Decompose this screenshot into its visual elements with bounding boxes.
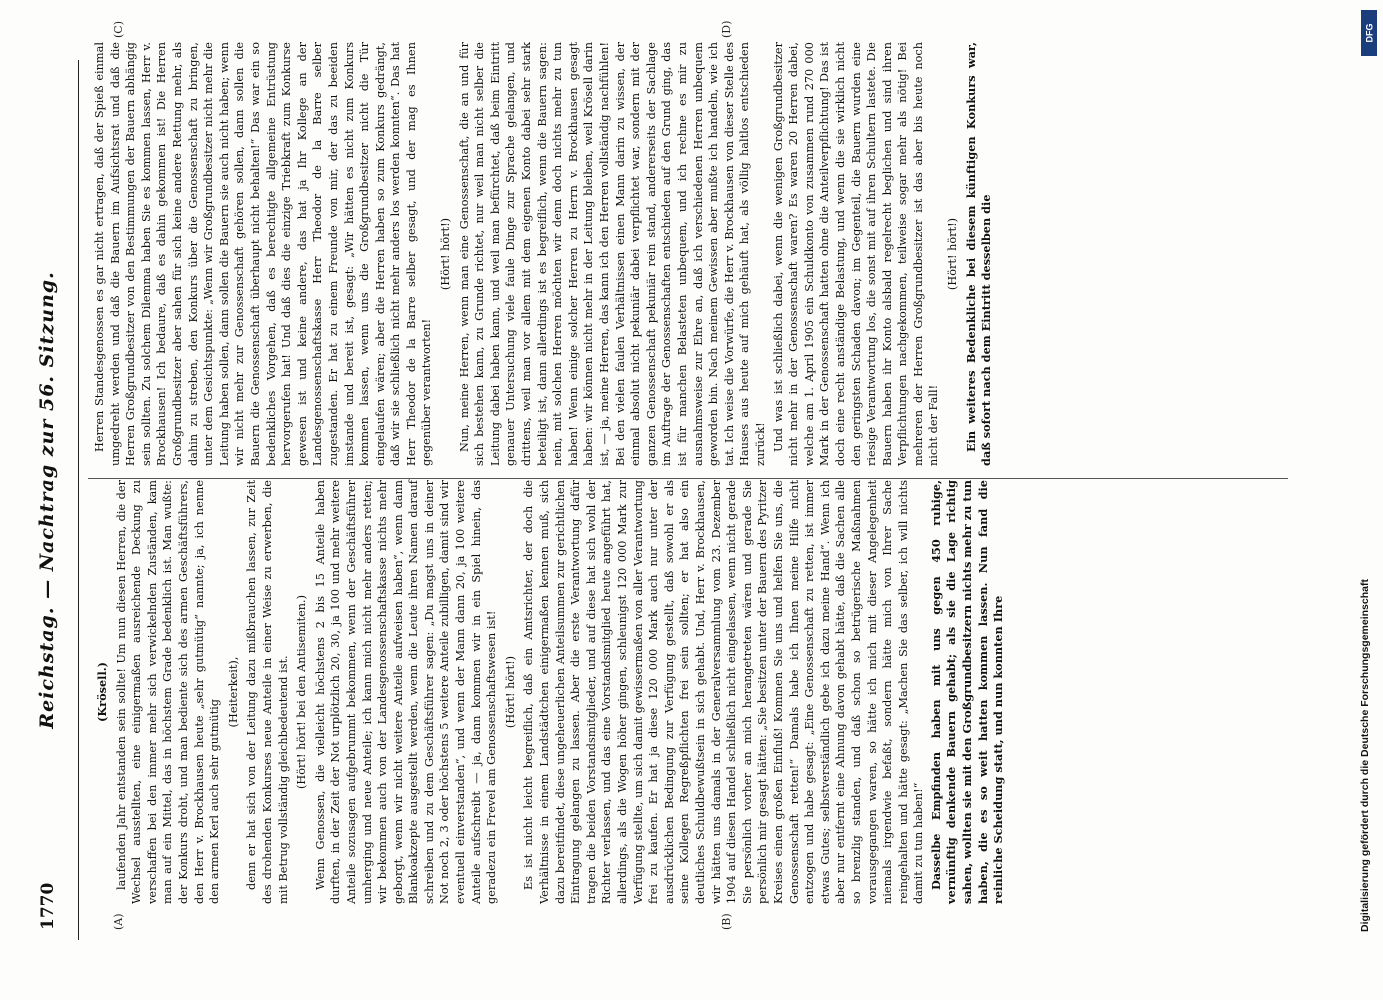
interjection: (Hört! hört!) [503,655,517,729]
margin-marker-a: (A) [112,913,125,930]
paragraph: Es ist nicht leicht begreiflich, daß ein Amtsrichter, der doch die Verhältnisse in einem Landstädtchen einigermaßen kennen muß, sich dazu bereitfindet, diese ungeheuerlichen Anteilsummen zur gerichtlichen Eintragung gelangen zu lassen. Aber die erste Verantwortung dafür tragen die beiden Vorstandsmitglieder, und auf diese hat sich wohl der Richter verlassen, und das eine Vorstandsmitglied heute angeführt hat, allerdings, als die Wogen höher gingen, schleunigst 120 000 Mark zur Verfügung stellte, um sich damit gewissermaßen von aller Verantwortung frei zu kaufen. Er hat ja diese 120 000 Mark auch nur unter der ausdrücklichen Bedingung zur Verfügung gestellt, daß sowohl er als seine Kollegen Regreßpflichten frei sein sollten; er hat also ein deutliches Schuldbewußtsein in sich gehabt. Und, Herr v. Brockhausen, wir hätten uns damals in der Generalversammlung vom 23. Dezember 1904 auf diesen Handel schließlich nicht eingelassen, wenn nicht gerade Sie persönlich vorher an mich herangetreten wären und gerade Sie persönlich mir gesagt hätten: „Sie besitzen unter der Bauern des Pyritzer Kreises einen großen Einfluß! Kommen Sie uns und helfen Sie uns, die Genossenschaft retten!“ Damals habe ich Ihnen meine Hilfe nicht entzogen und habe gesagt: „Eine Genossenschaft zu retten, ist immer etwas Gutes; selbstverständlich gebe ich dazu meine Hand“. Wenn ich aber nur entfernt eine Ahnung davon gehabt hätte, daß die Sachen alle so brenzlig standen, und daß schon so betrügerische Maßnahmen vorausgegangen waren, so hätte ich mich mit dieser Angelegenheit niemals irgendwie befaßt, sondern hätte mich von Ihrer Sache reingehalten und hätte gesagt: „Machen Sie das selber, ich will nichts damit zu tun haben!“ [522,480,926,904]
interjection: (Hört! hört!) [439,217,453,291]
paragraph-emphasis: Ein weiteres Bedenkliche bei diesem künftigen Konkurs war, daß sofort nach dem Eintritt desselben die [963,42,994,466]
digitization-sidebar [1359,8,1377,992]
paragraph: Nun, meine Herren, wenn man eine Genossenschaft, die an und für sich bestehen kann, zu Grunde richtet, nur weil man nicht selber die Leitung dabei haben kann, und weil man befürchtet, daß beim Eintritt genauer Untersuchung viele faule Dinge zur Sprache gelangen, und drittens, weil man vor allem mit dem eigenen Konto dabei sehr stark beteiligt ist, dann allerdings ist es begreiflich, wenn die Bauern sagen: nein, mit solchen Herren möchten wir denn doch nichts mehr zu tun haben! Wenn einige solcher Herren zu Herrn v. Brockhausen gesagt haben: wir können nicht mehr in der Leitung bleiben, weil Krösell darin ist, — ja, meine Herren, das kann ich den Herren vollständig nachfühlen! Bei den vielen faulen Verhältnissen einen Mann darin zu wissen, der einmal absolut nicht pekuniär dabei verpflichtet war, sondern mit der ganzen Genossenschaft pekuniär rein stand, andererseits der Sachlage im Auftrage der Genossenschaften entschieden auf den Grund ging, das ist für manchen Belasteten unbequem, und ich rechne es mir zu ausnahmsweise zur Ehre an, daß ich verschiedenen Herren unbequem geworden bin. Nach meinem Gewissen aber mußte ich handeln, wie ich tat. Ich weise die Vorwürfe, die Herr v. Brockhausen von dieser Stelle des Hauses aus heute auf mich gehäuft hat, als völlig haltlos entschieden zurück! [457,42,767,466]
paragraph: laufenden Jahr entstanden sein sollte! Um nun diesen Herren, die der Wechsel ausstellten, eine einigermaßen ausreichende Deckung zu verschaffen bei den immer mehr sich verwickelnden Zuständen, kam man auf ein Mittel, das in höchstem Grade bedenklich ist. Man wußte: der Konkurs droht, und man bediente sich des armen Geschäftsführers, den Herr v. Brockhausen heute „sehr gutmütig“ nannte; ja, ich nenne den armen Kerl auch sehr gutmütig [114,480,222,904]
interjection: (Hört! hört! bei den Antisemiten.) [295,594,309,790]
left-text-column [92,480,1009,904]
interjection: (Heiterkeit), [226,656,240,728]
speaker-label: (Krösell.) [95,661,109,723]
page-number: 1770 [38,882,58,930]
digitization-note: Digitalisierung gefördert durch die Deutsche Forschungsgemeinschaft [1359,579,1371,932]
interjection: (Hört! hört!) [946,217,960,291]
margin-marker-d: (D) [720,20,733,38]
right-text-column [92,42,997,466]
paragraph: Und was ist schließlich dabei, wenn die wenigen Großgrundbesitzer nicht mehr in der Genossenschaft waren? Es waren 20 Herren dabei, welche am 1. April 1905 ein Schuldkonto von zusammen rund 270 000 Mark in der Genossenschaft hatten ohne die Anteilverpflichtung! Das ist doch eine recht anständige Belastung, und wenn die sie wirklich nicht den geringsten Schaden davon; im Gegenteil, die Bauern wurden eine riesige Verantwortung los, die sonst mit auf ihren Schultern lastete. Die Bauern haben ihr Konto alsbald regelrecht beglichen und sind ihren Verpflichtungen nachgekommen, teilweise sogar mehr als nötig! Bei mehreren der Herren Großgrundbesitzer ist das aber bis heute noch nicht der Fall! [771,42,941,466]
margin-marker-c: (C) [112,21,125,38]
column-divider [88,478,1288,479]
header-rule [78,60,79,940]
paragraph-emphasis: Dasselbe Empfinden haben mit uns gegen 450 ruhige, vernünftig denkende Bauern gehabt; als sie die Lage richtig sahen, wollten sie mit den Großgrundbesitzern nichts mehr zu tun haben, die es so weit hatten kommen lassen. Nun fand die reinliche Scheidung statt, und nun konnten Ihre [928,480,1006,904]
paragraph: Herren Standesgenossen es gar nicht ertragen, daß der Spieß einmal umgedreht werden und daß die Bauern im Aufsichtsrat und daß die Herren Großgrundbesitzer von den Bestimmungen der Bauern abhängig sein sollten. Zu solchem Dilemma haben Sie es kommen lassen, Herr v. Brockhausen! Ich bedaure, daß es dahin gekommen ist! Die Herren Großgrundbesitzer aber sahen für sich keine andere Rettung mehr, als dahin zu streben, den Konkurs über die Genossenschaft zu bringen, unter dem Gesichtspunkte: „Wenn wir Großgrundbesitzer nicht mehr die Leitung haben sollen, dann sollen die Bauern sie auch nicht haben; wenn wir nicht mehr zur Genossenschaft gehören sollen, dann sollen die Bauern die Genossenschaft überhaupt nicht behalten!“ Das war ein so bedenkliches Vorgehen, daß es berechtigte allgemeine Entrüstung hervorgerufen hat! Und daß dies die einzige Triebkraft zum Konkurse gewesen ist und keine andere, das hat ja Ihr Kollege an der Landesgenossenschaftskasse Herr Theodor de la Barre selber zugestanden. Er hat zu einem Freunde von mir, der das zu beeiden imstande und bereit ist, gesagt: „Wir hätten es nicht zum Konkurs kommen lassen, wenn uns die Großgrundbesitzer nicht die Tür eingelaufen wären; aber die Herren haben so zum Konkurs gedrängt, daß wir sie schließlich nicht mehr anders los werden konnten“. Das hat Herr Theodor de la Barre selber gesagt, und der mag es Ihnen gegenüber verantworten! [93,42,434,466]
dfg-logo-text: DFG [1364,23,1374,43]
margin-marker-b: (B) [720,913,733,930]
running-title: Reichstag. — Nachtrag zur 56. Sitzung. [36,271,58,729]
paragraph: Wenn Genossen, die vielleicht höchstens 2 bis 15 Anteile haben durften, in der Zeit der Not urplötzlich 20, 30, ja 100 und mehr weitere Anteile sozusagen aufgebrummt bekommen, wenn der Geschäftsführer umherging und neue Anteile; ich kann mich nicht mehr anders retten; wir bekommen auch von der Landesgenossenschaftskasse nichts mehr geborgt, wenn wir nicht weitere Anteile aufweisen haben“, wenn dann Blankoakzepte ausgestellt werden, wenn die Leute ihren Namen darauf schreiben und zu dem Geschäftsführer sagen: „Du magst uns in deiner Not noch 2, 3 oder höchstens 5 weitere Anteile zubilligen, damit sind wir eventuell einverstanden“, und wenn der Mann dann 20, ja 100 weitere Anteile aufschreibt — ja, dann kommen wir in ein Spiel hinein, das geradezu ein Frevel am Genossenschaftswesen ist! [313,480,499,904]
paragraph: denn er hat sich von der Leitung dazu mißbrauchen lassen, zur Zeit des drohenden Konkurses neue Anteile in einer Weise zu erwerben, die mit Betrug vollständig gleichbedeutend ist. [245,480,290,904]
